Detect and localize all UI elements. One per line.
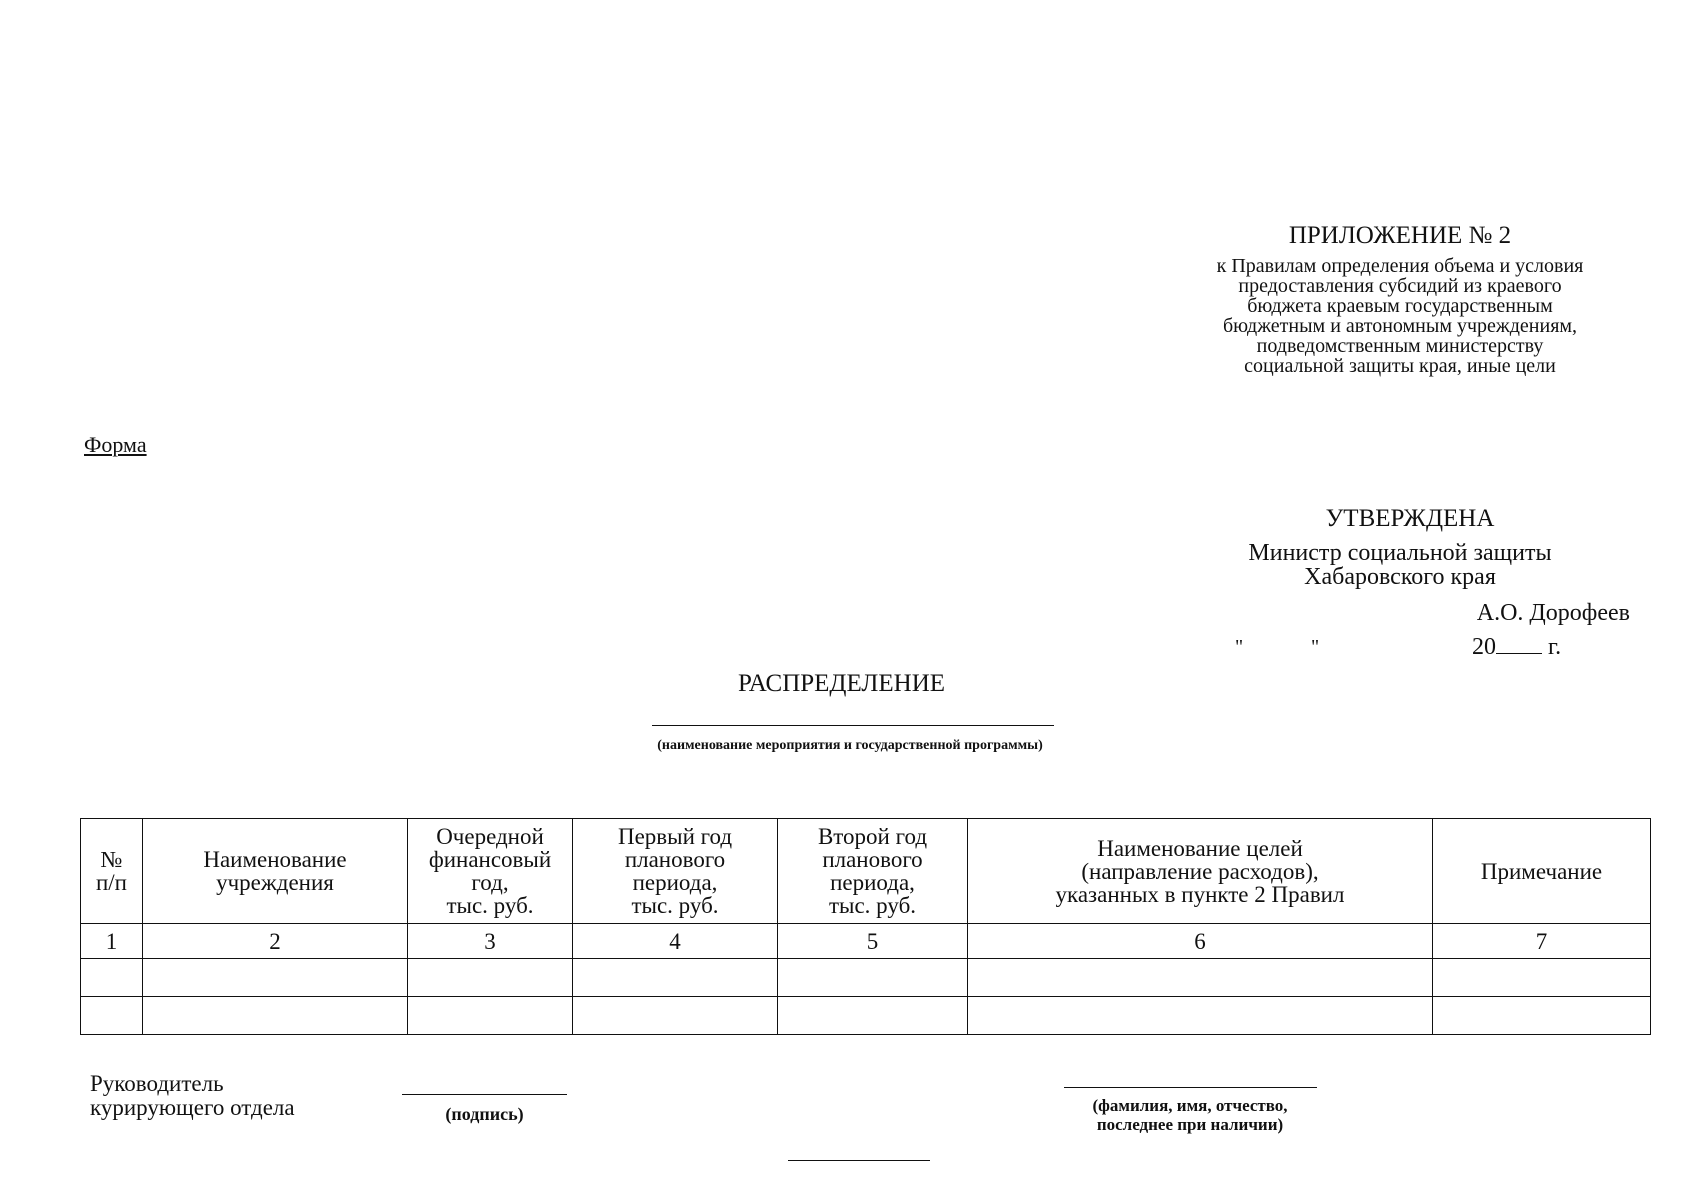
table-row	[81, 997, 1651, 1035]
full-name-caption	[1040, 1096, 1340, 1134]
table-cell	[143, 997, 408, 1035]
table-cell	[81, 997, 143, 1035]
appendix-line: бюджетным и автономным учреждениям,	[1222, 315, 1578, 337]
year-blank	[1496, 633, 1542, 654]
bottom-rule	[788, 1160, 930, 1161]
table-cell	[778, 959, 968, 997]
table-cell	[1433, 959, 1651, 997]
approval-position-line: Министр социальной защиты	[1248, 540, 1552, 566]
supervisor-role-line: Руководитель	[90, 1071, 224, 1096]
table-column-number-cell: 4	[573, 924, 778, 959]
event-name-caption: (наименование мероприятия и государственной программы)	[657, 738, 1043, 753]
table-column-number-row	[81, 924, 1651, 959]
appendix-line: к Правилам определения объема и условия	[1216, 255, 1584, 277]
table-cell	[143, 959, 408, 997]
year-suffix: г.	[1548, 634, 1562, 660]
table-cell	[408, 959, 573, 997]
distribution-table	[80, 818, 1651, 1035]
approval-date-day	[1235, 636, 1387, 659]
appendix-title: ПРИЛОЖЕНИЕ № 2	[1288, 222, 1512, 249]
year-prefix: 20	[1472, 634, 1496, 660]
table-column-number-cell: 7	[1433, 924, 1651, 959]
appendix-line: подведомственным министерству	[1256, 335, 1544, 357]
approval-title: УТВЕРЖДЕНА	[1325, 505, 1495, 532]
approval-position-line: Хабаровского края	[1304, 564, 1496, 590]
table-cell	[968, 959, 1433, 997]
table-header-cell: Наименование целей (направление расходов), указанных в пункте 2 Правил	[968, 819, 1433, 924]
table-cell	[408, 997, 573, 1035]
table-header-cell: № п/п	[81, 819, 143, 924]
full-name-caption-line: (фамилия, имя, отчество,	[1092, 1096, 1288, 1115]
appendix-description	[1150, 256, 1650, 376]
table-cell	[81, 959, 143, 997]
approval-position	[1170, 541, 1630, 589]
quote-close: "	[1311, 636, 1320, 658]
event-name-blank-line	[652, 725, 1054, 726]
table-row	[81, 959, 1651, 997]
supervisor-role-line: курирующего отдела	[90, 1095, 295, 1120]
full-name-caption-line: последнее при наличии)	[1096, 1115, 1284, 1134]
table-cell	[1433, 997, 1651, 1035]
signature-caption: (подпись)	[445, 1104, 524, 1124]
full-name-line	[1064, 1087, 1317, 1088]
table-header-cell: Очередной финансовый год, тыс. руб.	[408, 819, 573, 924]
table-cell	[778, 997, 968, 1035]
form-label: Форма	[84, 432, 147, 457]
table-column-number-cell: 3	[408, 924, 573, 959]
table-header-row	[81, 819, 1651, 924]
table-column-number-cell: 2	[143, 924, 408, 959]
appendix-line: социальной защиты края, иные цели	[1244, 355, 1556, 377]
table-header-cell: Наименование учреждения	[143, 819, 408, 924]
table-cell	[573, 997, 778, 1035]
approval-date-year	[1472, 633, 1561, 661]
quote-open: "	[1235, 636, 1244, 658]
table-cell	[968, 997, 1433, 1035]
table-column-number-cell: 1	[81, 924, 143, 959]
table-header-cell: Второй год планового периода, тыс. руб.	[778, 819, 968, 924]
approval-signatory-name: А.О. Дорофеев	[1476, 600, 1630, 626]
supervisor-role	[90, 1072, 295, 1120]
document-title: РАСПРЕДЕЛЕНИЕ	[738, 670, 946, 697]
table-header-cell: Примечание	[1433, 819, 1651, 924]
table-column-number-cell: 5	[778, 924, 968, 959]
table-cell	[573, 959, 778, 997]
table-column-number-cell: 6	[968, 924, 1433, 959]
signature-line	[402, 1094, 567, 1095]
appendix-line: бюджета краевым государственным	[1247, 295, 1553, 317]
appendix-line: предоставления субсидий из краевого	[1238, 275, 1562, 297]
table-header-cell: Первый год планового периода, тыс. руб.	[573, 819, 778, 924]
